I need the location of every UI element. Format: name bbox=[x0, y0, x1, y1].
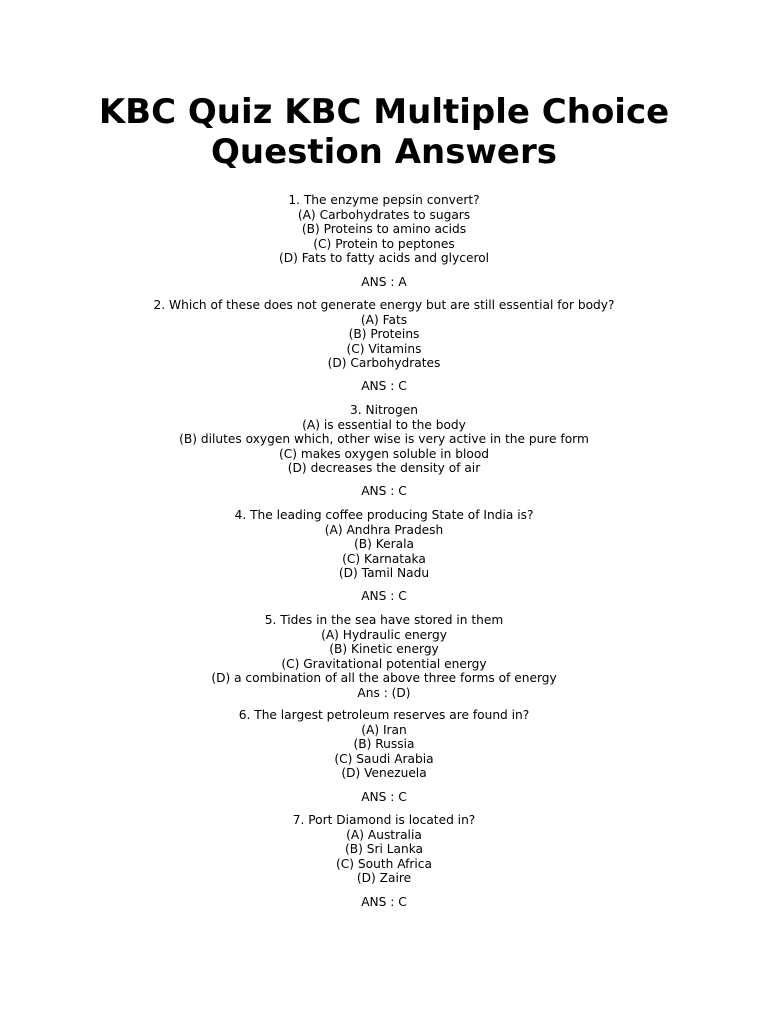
option-d: (D) Tamil Nadu bbox=[338, 566, 430, 580]
question-text: 7. Port Diamond is located in? bbox=[292, 813, 476, 827]
option-c: (C) Protein to peptones bbox=[313, 236, 455, 251]
option-b: (B) Sri Lanka bbox=[344, 842, 424, 856]
option-b: (B) Kerala bbox=[354, 537, 414, 551]
answer-text: ANS : C bbox=[361, 790, 407, 804]
question-block-5 bbox=[0, 613, 768, 700]
question-block-2 bbox=[0, 298, 768, 371]
question-text: 4. The leading coffee producing State of India is? bbox=[234, 508, 534, 522]
option-c: (C) Vitamins bbox=[346, 341, 422, 356]
option-a: (A) Andhra Pradesh bbox=[324, 522, 444, 537]
option-d: (D) Venezuela bbox=[341, 766, 427, 780]
option-a: (A) Fats bbox=[360, 312, 408, 327]
option-b: (B) dilutes oxygen which, other wise is very active in the pure form bbox=[179, 432, 589, 446]
option-d: (D) decreases the density of air bbox=[287, 461, 481, 475]
answer-3 bbox=[0, 484, 768, 499]
question-text: 6. The largest petroleum reserves are found in? bbox=[238, 708, 530, 722]
question-block-7 bbox=[0, 813, 768, 886]
answer-6 bbox=[0, 790, 768, 805]
option-d: (D) Carbohydrates bbox=[327, 356, 441, 370]
option-b: (B) Proteins to amino acids bbox=[301, 222, 467, 236]
option-c: (C) Saudi Arabia bbox=[334, 751, 434, 766]
question-block-1 bbox=[0, 193, 768, 266]
answer-7 bbox=[0, 895, 768, 910]
answer-text: Ans : (D) bbox=[357, 685, 411, 700]
option-c: (C) South Africa bbox=[336, 856, 432, 871]
option-a: (A) Carbohydrates to sugars bbox=[297, 207, 471, 222]
question-text: 1. The enzyme pepsin convert? bbox=[288, 193, 480, 207]
answer-4 bbox=[0, 589, 768, 604]
question-text: 2. Which of these does not generate energy but are still essential for body? bbox=[153, 298, 615, 312]
question-block-3 bbox=[0, 403, 768, 476]
page-title-line-1: KBC Quiz KBC Multiple Choice bbox=[98, 92, 670, 132]
answer-text: ANS : A bbox=[361, 275, 407, 289]
option-a: (A) Iran bbox=[361, 722, 407, 737]
question-text: 3. Nitrogen bbox=[350, 403, 418, 417]
option-c: (C) makes oxygen soluble in blood bbox=[278, 446, 490, 461]
option-d: (D) a combination of all the above three forms of energy bbox=[211, 671, 557, 685]
option-a: (A) Australia bbox=[346, 827, 422, 842]
option-b: (B) Kinetic energy bbox=[329, 642, 439, 656]
question-text: 5. Tides in the sea have stored in them bbox=[264, 613, 504, 627]
option-a: (A) is essential to the body bbox=[302, 417, 466, 432]
question-block-6 bbox=[0, 708, 768, 781]
option-b: (B) Russia bbox=[353, 737, 415, 751]
answer-text: ANS : C bbox=[361, 589, 407, 603]
option-d: (D) Zaire bbox=[356, 871, 412, 885]
answer-text: ANS : C bbox=[361, 379, 407, 393]
option-c: (C) Gravitational potential energy bbox=[281, 656, 487, 671]
option-b: (B) Proteins bbox=[348, 327, 420, 341]
answer-text: ANS : C bbox=[361, 484, 407, 498]
option-c: (C) Karnataka bbox=[342, 551, 426, 566]
option-a: (A) Hydraulic energy bbox=[321, 627, 447, 642]
answer-1 bbox=[0, 275, 768, 290]
page-title-line-2: Question Answers bbox=[211, 132, 557, 172]
question-block-4 bbox=[0, 508, 768, 581]
answer-2 bbox=[0, 379, 768, 394]
answer-text: ANS : C bbox=[361, 895, 407, 909]
option-d: (D) Fats to fatty acids and glycerol bbox=[278, 251, 490, 265]
